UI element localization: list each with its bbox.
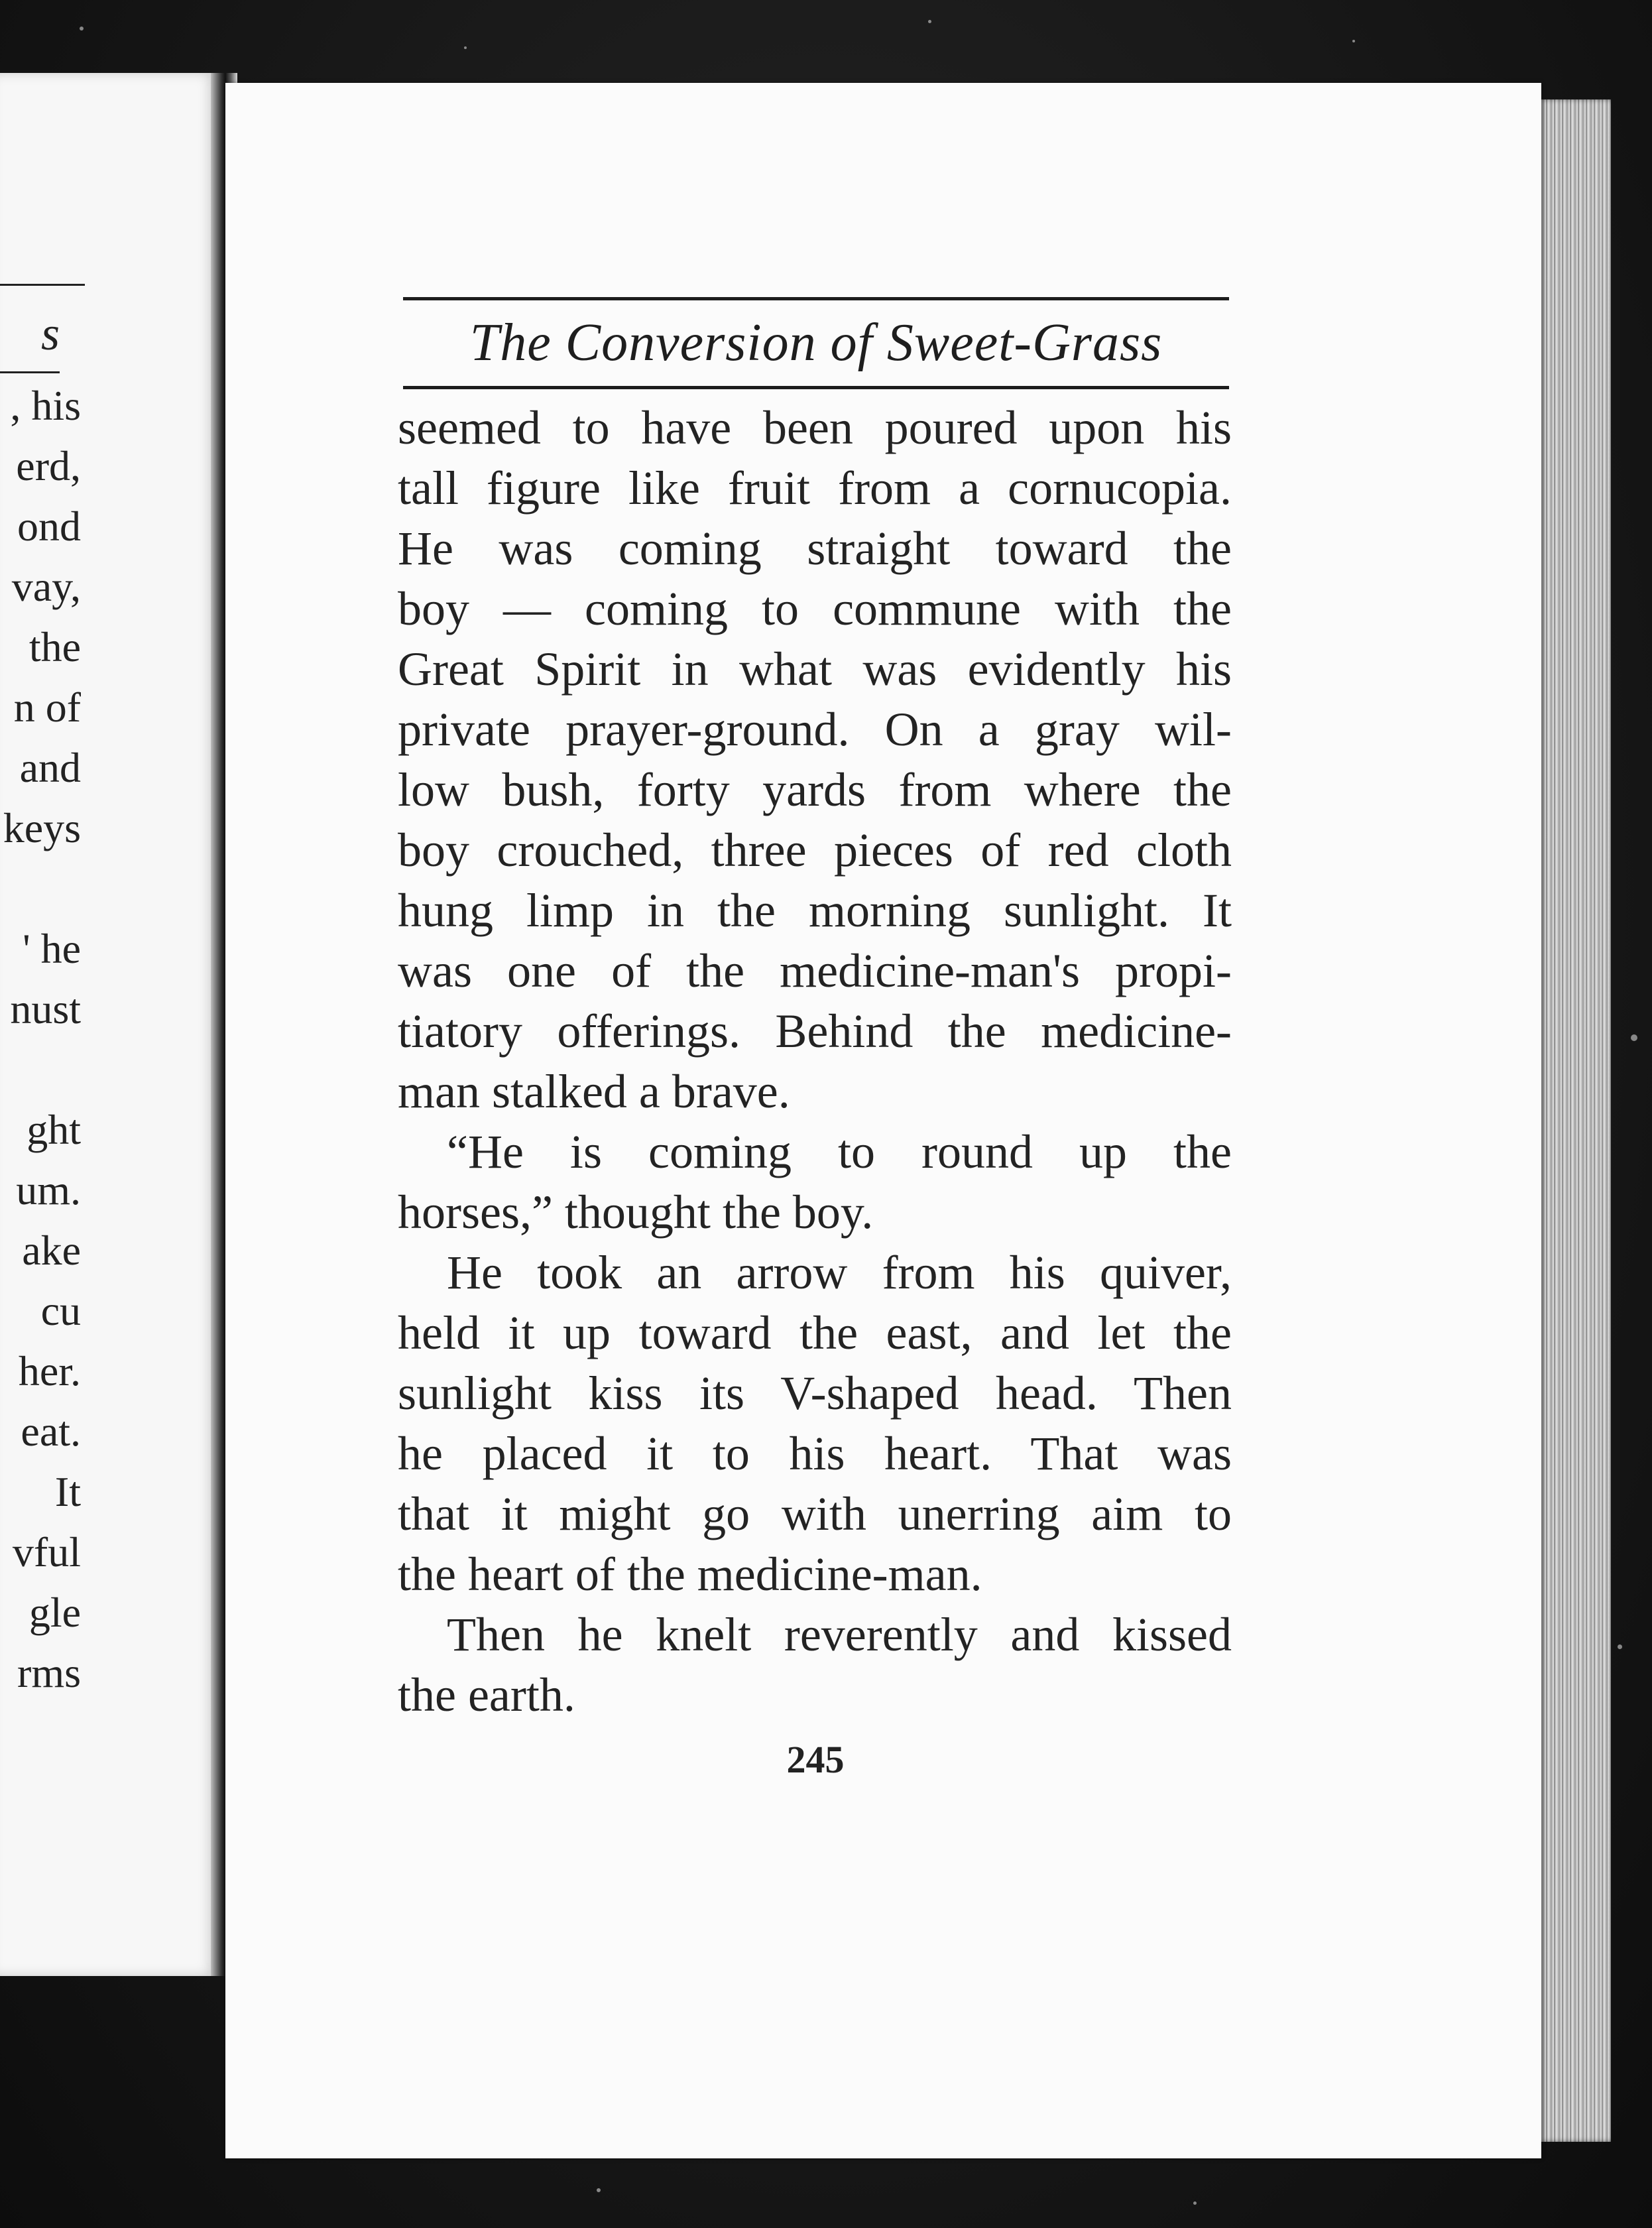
- dust-speck: [1618, 1644, 1622, 1649]
- dust-speck: [464, 46, 467, 49]
- facing-page-line: gle: [29, 1589, 81, 1636]
- facing-page-line: nust: [10, 985, 81, 1032]
- body-text: [398, 398, 1232, 1725]
- dust-speck: [80, 27, 84, 31]
- facing-page-text-fragments: [0, 385, 81, 1777]
- paragraph-start-line: He took an arrow from his quiver,: [447, 1246, 1232, 1299]
- text-line: he placed it to his heart. That was: [398, 1427, 1232, 1480]
- text-line: was one of the medicine-man's propi-: [398, 944, 1232, 997]
- text-line: held it up toward the east, and let the: [398, 1306, 1232, 1359]
- running-head: The Conversion of Sweet-Grass: [469, 314, 1163, 372]
- facing-page-line: vful: [12, 1528, 81, 1576]
- facing-page-line: ond: [17, 503, 81, 550]
- facing-page-line: ake: [22, 1227, 81, 1274]
- paragraph-end-line: the heart of the medicine-man.: [398, 1548, 982, 1601]
- facing-page-line: cu: [40, 1287, 81, 1334]
- paragraph-end-line: the earth.: [398, 1668, 575, 1721]
- text-line: that it might go with unerring aim to: [398, 1487, 1232, 1540]
- text-line: low bush, forty yards from where the: [398, 763, 1232, 816]
- facing-page-line: rms: [17, 1649, 81, 1696]
- facing-page-line: ' he: [23, 925, 81, 972]
- header-rule-bottom: [403, 386, 1229, 389]
- dust-speck: [1352, 40, 1355, 42]
- facing-page-line: and: [19, 744, 81, 791]
- facing-page-line: vay,: [11, 563, 81, 610]
- facing-page-line: erd,: [16, 442, 81, 489]
- facing-page-line: her.: [18, 1347, 81, 1394]
- paragraph-start-line: Then he knelt reverently and kissed: [447, 1608, 1232, 1661]
- facing-page-line: the: [29, 623, 81, 670]
- facing-page-line: um.: [16, 1166, 81, 1213]
- dust-speck: [1193, 2201, 1197, 2205]
- header-rule-top: [403, 297, 1229, 300]
- facing-page-header-rule-top: [0, 284, 85, 286]
- text-line: tall figure like fruit from a cornucopia.: [398, 462, 1232, 515]
- text-line: He was coming straight toward the: [398, 522, 1232, 575]
- page-number: 245: [786, 1738, 845, 1781]
- facing-page-line: , his: [10, 385, 81, 429]
- text-line: boy — coming to commune with the: [398, 582, 1232, 635]
- facing-page-line: n of: [13, 684, 81, 731]
- page-stack-edge: [1538, 99, 1611, 2142]
- facing-page-line: ght: [27, 1106, 81, 1153]
- paragraph-end-line: man stalked a brave.: [398, 1065, 790, 1118]
- dust-speck: [1631, 1034, 1637, 1041]
- text-line: seemed to have been poured upon his: [398, 401, 1232, 454]
- facing-page-header-rule-bottom: [0, 371, 60, 373]
- paragraph-end-line: horses,” thought the boy.: [398, 1186, 874, 1239]
- text-line: private prayer-ground. On a gray wil-: [398, 703, 1232, 756]
- text-line: boy crouched, three pieces of red cloth: [398, 824, 1232, 877]
- text-line: tiatory offerings. Behind the medicine-: [398, 1005, 1232, 1058]
- dust-speck: [928, 20, 931, 23]
- facing-page-running-head: s: [40, 307, 60, 360]
- text-line: hung limp in the morning sunlight. It: [398, 884, 1232, 937]
- facing-page-line: eat.: [21, 1408, 81, 1455]
- facing-page-line: It: [54, 1468, 81, 1515]
- text-line: sunlight kiss its V-shaped head. Then: [398, 1367, 1232, 1420]
- facing-page-line: keys: [3, 804, 81, 851]
- dust-speck: [597, 2188, 601, 2192]
- paragraph-start-line: “He is coming to round up the: [447, 1125, 1232, 1178]
- text-line: Great Spirit in what was evidently his: [398, 643, 1232, 696]
